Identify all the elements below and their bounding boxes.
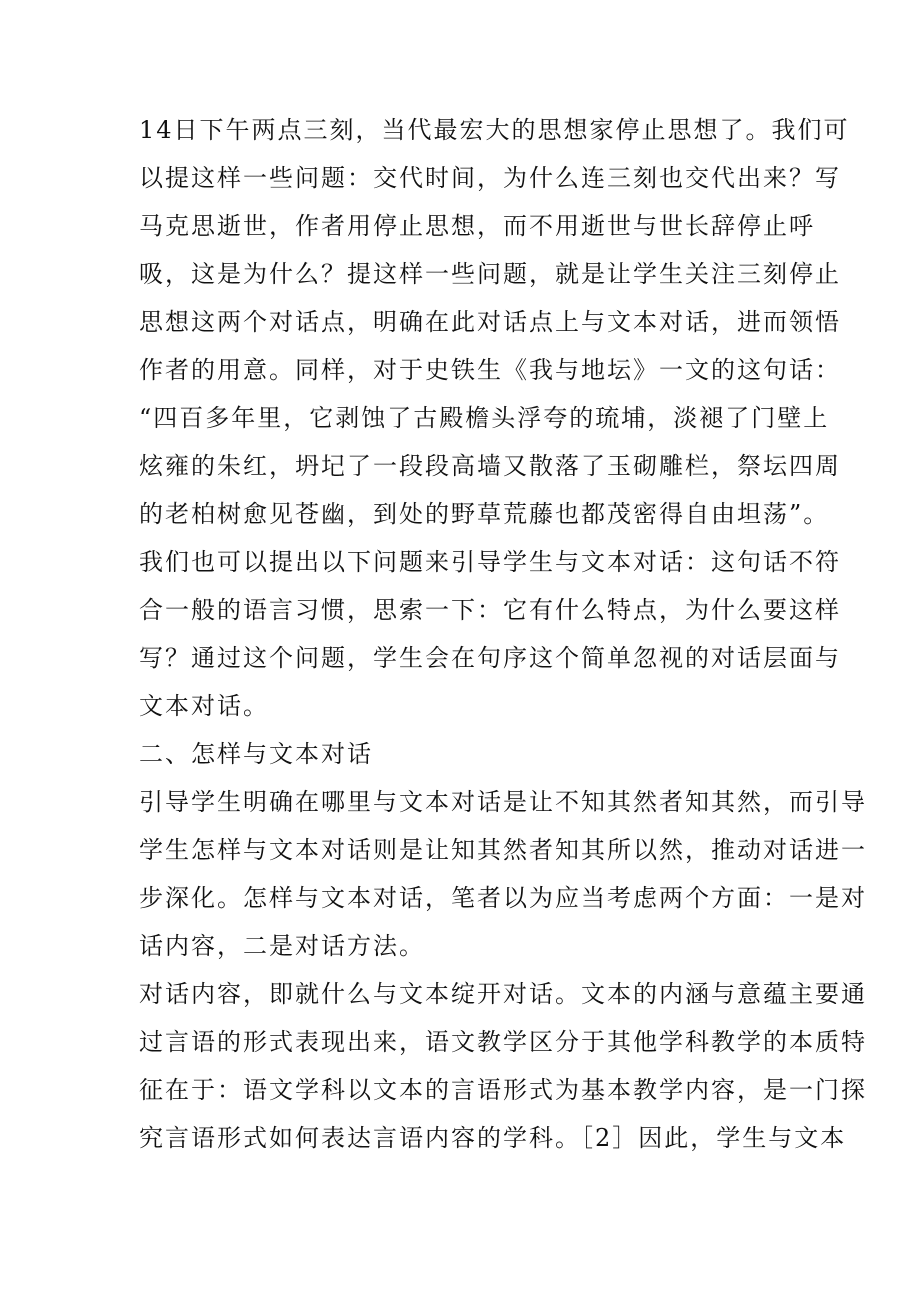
text-line: 的老柏树愈见苍幽，到处的野草荒藤也都茂密得自由坦荡”。 xyxy=(139,500,830,528)
text-line: “四百多年里，它剥蚀了古殿檐头浮夸的琉埔，淡褪了门壁上 xyxy=(139,404,830,432)
text-line: 炫雍的朱红，坍圮了一段段高墙又散落了玉砌雕栏，祭坛四周 xyxy=(139,452,841,480)
text-line: 吸，这是为什么？提这样一些问题，就是让学生关注三刻停止 xyxy=(139,260,841,288)
text-line: 引导学生明确在哪里与文本对话是让不知其然者知其然，而引导 xyxy=(139,788,867,816)
text-line: 究言语形式如何表达言语内容的学科。［2］因此，学生与文本 xyxy=(139,1124,847,1152)
text-line: 作者的用意。同样，对于史铁生《我与地坛》一文的这句话： xyxy=(139,356,841,384)
text-line: 步深化。怎样与文本对话，笔者以为应当考虑两个方面：一是对 xyxy=(139,884,867,912)
text-line: 马克思逝世，作者用停止思想，而不用逝世与世长辞停止呼 xyxy=(139,212,815,240)
text-line: 征在于：语文学科以文本的言语形式为基本教学内容，是一门探 xyxy=(139,1076,867,1104)
text-line: 学生怎样与文本对话则是让知其然者知其所以然，推动对话进一 xyxy=(139,836,867,864)
text-line: 对话内容，即就什么与文本绽开对话。文本的内涵与意蕴主要通 xyxy=(139,980,867,1008)
text-line: 14日下午两点三刻，当代最宏大的思想家停止思想了。我们可 xyxy=(139,116,850,144)
text-line: 以提这样一些问题：交代时间，为什么连三刻也交代出来？写 xyxy=(139,164,841,192)
text-line: 合一般的语言习惯，思索一下：它有什么特点，为什么要这样 xyxy=(139,596,841,624)
text-line: 写？通过这个问题，学生会在句序这个简单忽视的对话层面与 xyxy=(139,644,841,672)
section-heading: 二、怎样与文本对话 xyxy=(139,740,373,768)
text-line: 文本对话。 xyxy=(139,692,269,720)
text-line: 过言语的形式表现出来，语文教学区分于其他学科教学的本质特 xyxy=(139,1028,867,1056)
text-line: 我们也可以提出以下问题来引导学生与文本对话：这句话不符 xyxy=(139,548,841,576)
text-line: 话内容，二是对话方法。 xyxy=(139,932,425,960)
text-line: 思想这两个对话点，明确在此对话点上与文本对话，进而领悟 xyxy=(139,308,841,336)
